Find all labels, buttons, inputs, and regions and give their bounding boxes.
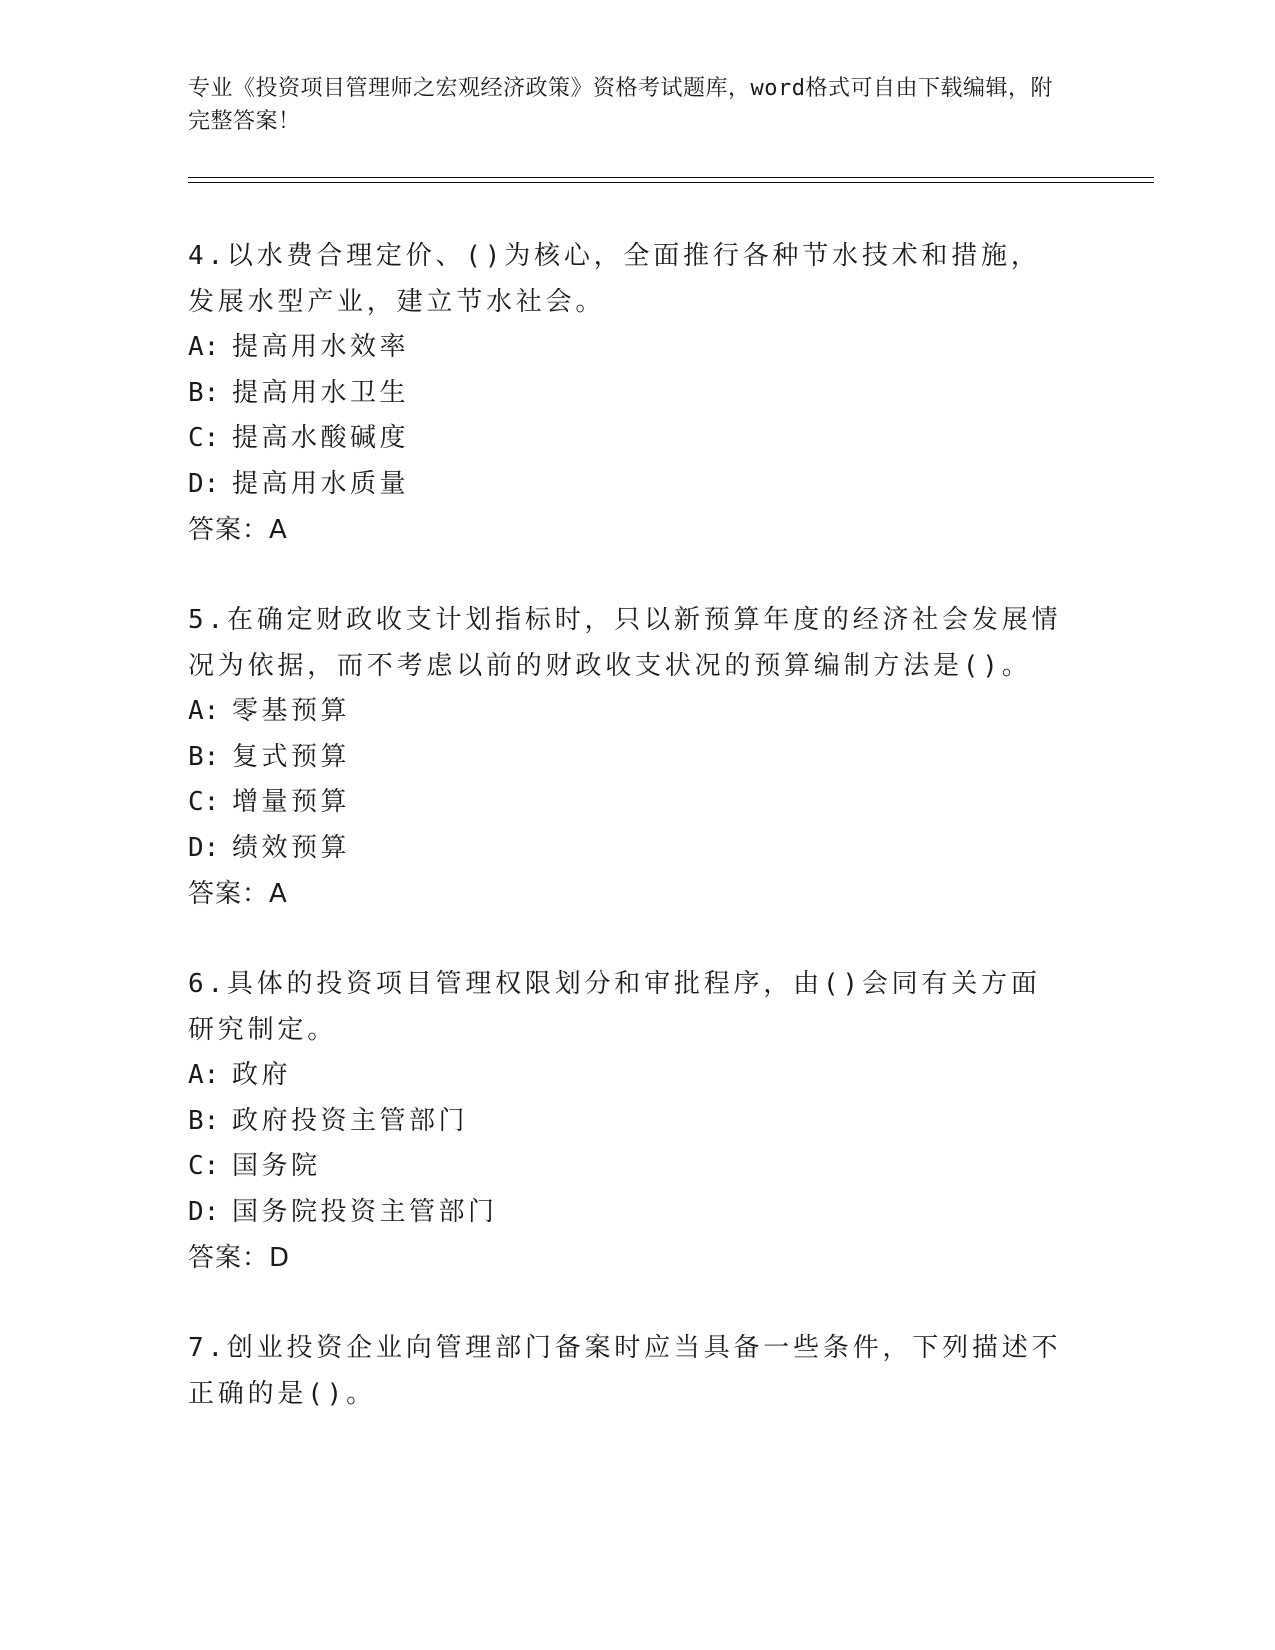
option-d bbox=[188, 462, 1068, 508]
question-stem: 4.以水费合理定价、()为核心，全面推行各种节水技术和措施，发展水型产业，建立节水社会。 bbox=[188, 241, 1041, 317]
question-stem: 6.具体的投资项目管理权限划分和审批程序，由()会同有关方面研究制定。 bbox=[188, 969, 1041, 1045]
option-text: 提高用水质量 bbox=[232, 468, 410, 499]
answer-line: 答案：D bbox=[188, 1243, 291, 1273]
option-text: 复式预算 bbox=[232, 741, 351, 772]
document-header: 专业《投资项目管理师之宏观经济政策》资格考试题库，word格式可自由下载编辑，附完整答案！ bbox=[188, 76, 1053, 134]
option-letter: D: bbox=[188, 1196, 220, 1227]
option-text: 提高用水效率 bbox=[232, 332, 410, 362]
option-letter: C: bbox=[188, 423, 220, 453]
question-block bbox=[188, 233, 1068, 553]
option-letter: D: bbox=[188, 468, 220, 499]
option-letter: D: bbox=[188, 832, 220, 863]
option-c bbox=[188, 1144, 1068, 1190]
option-text: 提高用水卫生 bbox=[232, 377, 410, 408]
option-letter: C: bbox=[188, 787, 220, 817]
option-b bbox=[188, 371, 1068, 417]
option-letter: C: bbox=[188, 1151, 220, 1181]
option-text: 增量预算 bbox=[232, 787, 351, 817]
option-letter: B: bbox=[188, 741, 220, 772]
option-d bbox=[188, 826, 1068, 872]
option-a bbox=[188, 1053, 1068, 1099]
option-c bbox=[188, 416, 1068, 462]
option-text: 零基预算 bbox=[232, 696, 351, 726]
option-text: 国务院 bbox=[232, 1151, 321, 1181]
option-a bbox=[188, 325, 1068, 371]
option-b bbox=[188, 735, 1068, 781]
option-letter: A: bbox=[188, 1060, 220, 1090]
option-text: 政府 bbox=[232, 1060, 292, 1090]
question-block bbox=[188, 597, 1068, 917]
option-letter: A: bbox=[188, 332, 220, 362]
question-block bbox=[188, 961, 1068, 1281]
option-a bbox=[188, 689, 1068, 735]
option-text: 国务院投资主管部门 bbox=[232, 1196, 498, 1227]
option-b bbox=[188, 1099, 1068, 1145]
option-d bbox=[188, 1190, 1068, 1236]
option-text: 绩效预算 bbox=[232, 832, 351, 863]
answer-line: 答案：A bbox=[188, 515, 288, 545]
option-text: 政府投资主管部门 bbox=[232, 1105, 469, 1136]
option-c bbox=[188, 780, 1068, 826]
option-letter: B: bbox=[188, 377, 220, 408]
option-letter: A: bbox=[188, 696, 220, 726]
question-stem: 7.创业投资企业向管理部门备案时应当具备一些条件，下列描述不正确的是()。 bbox=[188, 1333, 1062, 1409]
answer-line: 答案：A bbox=[188, 879, 288, 909]
question-block bbox=[188, 1325, 1068, 1417]
header-rule-bottom bbox=[188, 182, 1154, 183]
option-text: 提高水酸碱度 bbox=[232, 423, 410, 453]
question-stem: 5.在确定财政收支计划指标时，只以新预算年度的经济社会发展情况为依据，而不考虑以前的财政收支状况的预算编制方法是()。 bbox=[188, 605, 1062, 681]
option-letter: B: bbox=[188, 1105, 220, 1136]
header-rule-top bbox=[188, 177, 1154, 178]
